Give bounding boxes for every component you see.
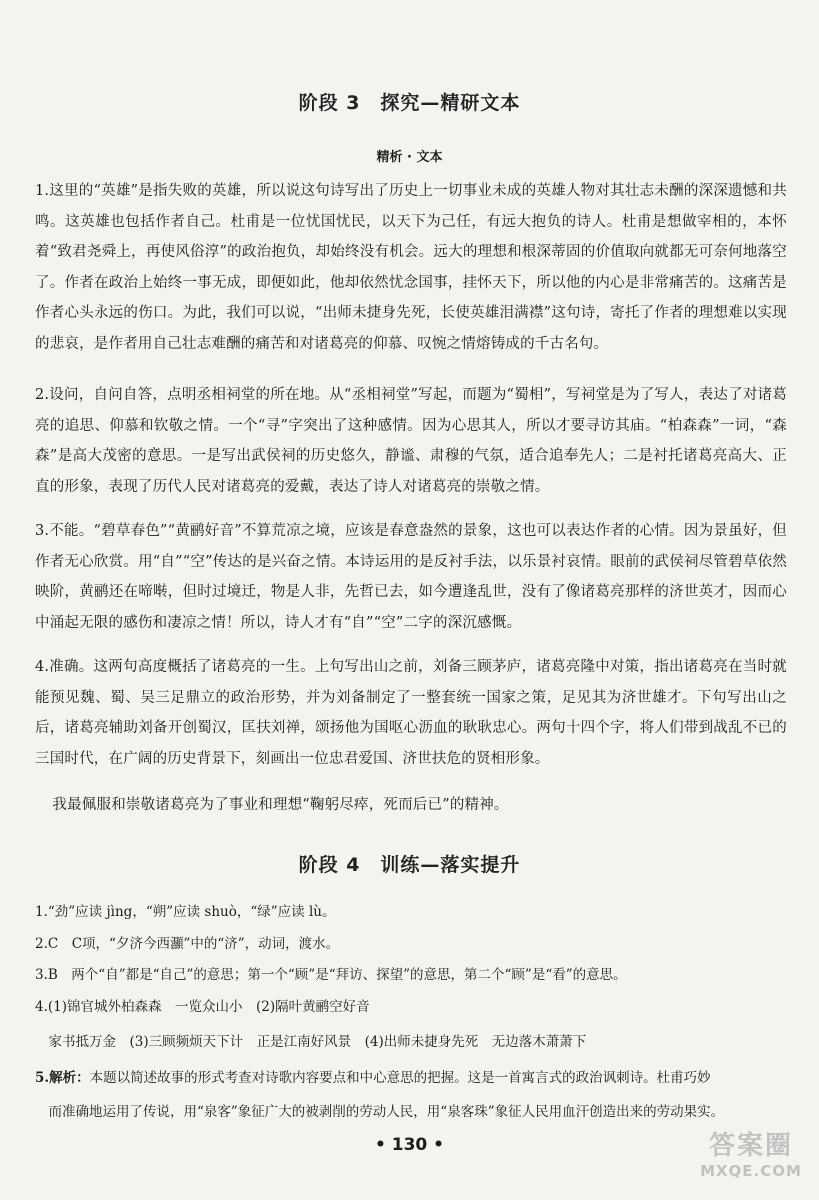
paragraph-5: 我最佩服和崇敬诸葛亮为了事业和理想“鞠躬尽瘁，死而后已”的精神。	[52, 797, 509, 813]
paragraph-4: 4.准确。这两句高度概括了诸葛亮的一生。上句写出山之前，刘备三顾茅庐，诸葛亮隆中对策，指出诸葛亮在当时就能预见魏、蜀、吴三足鼎立的政治形势，并为刘备制定了一整套统一国家之策，足见其为济世雄才。下句写出山之后，诸葛亮辅助刘备开创蜀汉，匡扶刘禅，颂扬他为国呕心沥血的耿耿忠心。两句十四个字，将人们带到战乱不已的三国时代，在广阔的历史背景下，刻画出一位忠君爱国、济世扶危的贤相形象。	[35, 659, 787, 767]
answer-line-3: 3.B 两个“自”都是“自己”的意思；第一个“顾”是“拜访、探望”的意思，第二个“顾”是“看”的意思。	[35, 967, 627, 983]
paragraph-1: 1.这里的“英雄”是指失败的英雄，所以说这句诗写出了历史上一切事业未成的英雄人物对其壮志未酬的深深遗憾和共鸣。这英雄也包括作者自己。杜甫是一位忧国忧民，以天下为己任，有远大抱负的诗人。杜甫是想做宰相的，本怀着“致君尧舜上，再使风俗淳”的政治抱负，却始终没有机会。远大的理想和根深蒂固的价值取向就都无可奈何地落空了。作者在政治上始终一事无成，即便如此，他却依然忧念国事，挂怀天下，所以他的内心是非常痛苦的。这痛苦是作者心头永远的伤口。为此，我们可以说，“出师未捷身先死，长使英雄泪满襟”这句诗，寄托了作者的理想难以实现的悲哀，是作者用自己壮志难酬的痛苦和对诸葛亮的仰慕、叹惋之情熔铸成的千古名句。	[35, 183, 787, 352]
answer-line-5: 家书抵万金 (3)三顾频烦天下计 正是江南好风景 (4)出师未捷身先死 无边落木萧萧下	[35, 1034, 587, 1050]
section-4-title: 阶段 4 训练—落实提升	[298, 854, 521, 876]
section-3-title: 阶段 3 探究—精研文本	[298, 92, 521, 114]
page-number: • 130 •	[374, 1135, 445, 1155]
watermark-logo-text: 答案圈	[708, 1131, 793, 1161]
answer-line-4: 4.(1)锦官城外柏森森 一览众山小 (2)隔叶黄鹂空好音	[35, 999, 370, 1015]
answer-line-1: 1.“劲”应读 jìng，“朔”应读 shuò，“绿”应读 lù。	[35, 904, 336, 920]
watermark-logo	[691, 1130, 811, 1190]
watermark-url: MXQE.COM	[700, 1162, 802, 1180]
paragraph-2: 2.设问，自问自答，点明丞相祠堂的所在地。从“丞相祠堂”写起，而题为“蜀相”，写祠堂是为了写人，表达了对诸葛亮的追思、仰慕和钦敬之情。一个“寻”字突出了这种感情。因为心思其人，所以才要寻访其庙。“柏森森”一词，“森森”是高大茂密的意思。一是写出武侯祠的历史悠久，静谧、肃穆的气氛，适合追奉先人；二是衬托诸葛亮高大、正直的形象，表现了历代人民对诸葛亮的爱戴，表达了诗人对诸葛亮的崇敬之情。	[35, 387, 788, 495]
paragraph-3: 3.不能。“碧草春色”“黄鹂好音”不算荒凉之境，应该是春意盎然的景象，这也可以表达作者的心情。因为景虽好，但作者无心欣赏。用“自”“空”传达的是兴奋之情。本诗运用的是反衬手法，以乐景衬哀情。眼前的武侯祠尽管碧草依然映阶，黄鹂还在啼啭，但时过境迁，物是人非，先哲已去，如今遭逢乱世，没有了像诸葛亮那样的济世英才，因而心中涌起无限的感伤和凄凉之情！所以，诗人才有“自”“空”二字的深沉感慨。	[35, 523, 787, 631]
answer-line-6	[35, 1066, 795, 1090]
section-3-subtitle: 精析 · 文本	[376, 150, 443, 165]
answer-line-7: 而准确地运用了传说，用“泉客”象征广大的被剥削的劳动人民，用“泉客珠”象征人民用血汗创造出来的劳动果实。	[35, 1104, 725, 1120]
answer-line-2: 2.C C项，“夕济今西灦”中的“济”，动词，渡水。	[35, 936, 340, 952]
analysis-text: 本题以简述故事的形式考查对诗歌内容要点和中心意思的把握。这是一首寓言式的政治讽刺诗。杜甫巧妙	[89, 1070, 711, 1086]
analysis-label: 5.解析：	[35, 1070, 90, 1086]
